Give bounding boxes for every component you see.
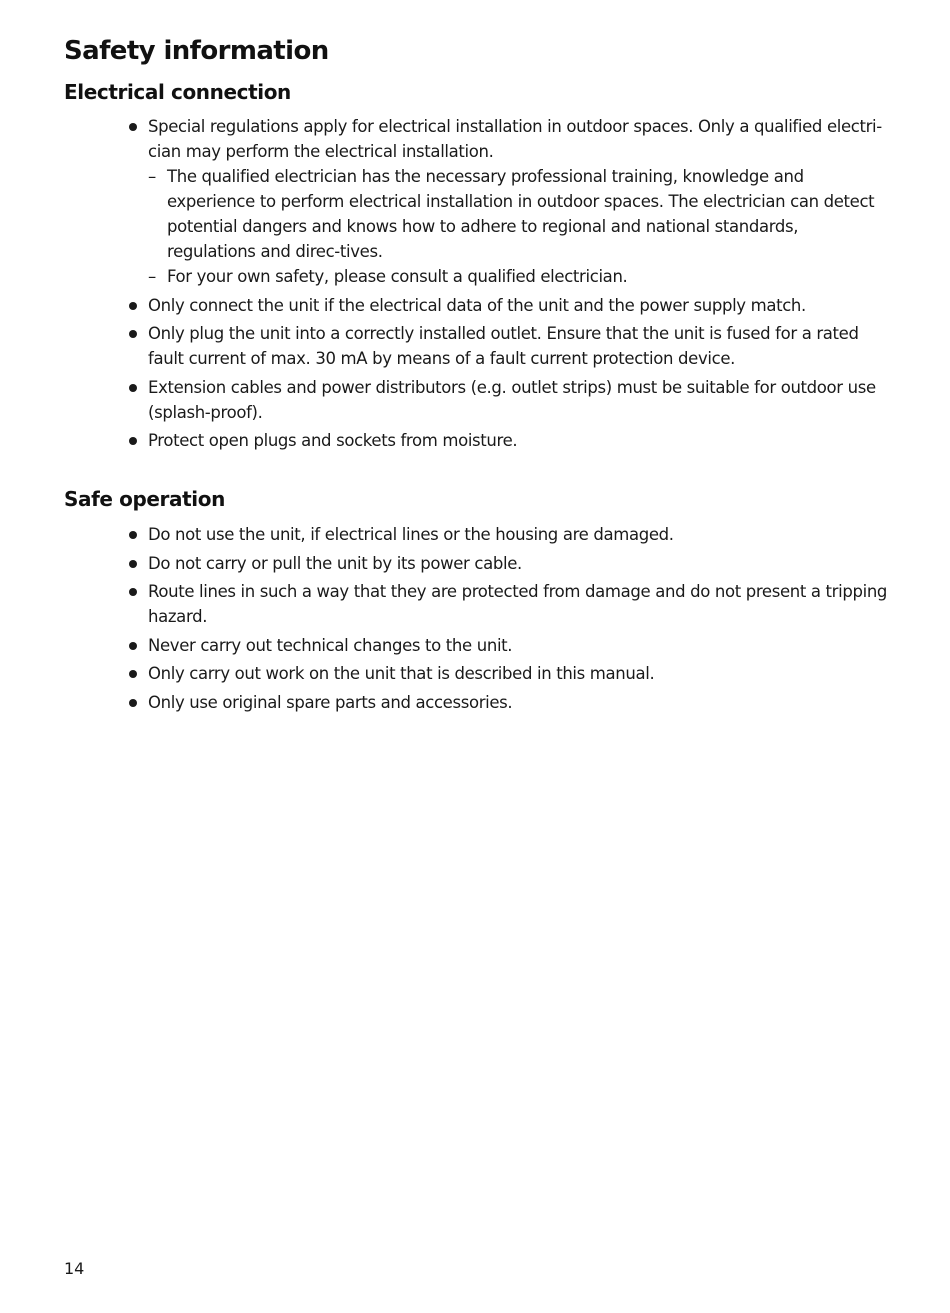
list-item-text: Extension cables and power distributors (e.g. outlet strips) must be suitable for outdoor use (splash-proof).	[148, 377, 876, 422]
bullet-icon	[129, 437, 137, 445]
list-item-text: Do not carry or pull the unit by its power cable.	[148, 553, 522, 573]
list-item-text: Only plug the unit into a correctly installed outlet. Ensure that the unit is fused for a rated fault current of max. 30 mA by means of a fault current protection device.	[148, 324, 859, 368]
list-item-text: Only connect the unit if the electrical data of the unit and the power supply match.	[148, 295, 806, 315]
list-item	[128, 321, 888, 371]
list-item-text: Never carry out technical changes to the unit.	[148, 635, 513, 655]
sub-list-item-text: For your own safety, please consult a qualified electrician.	[167, 267, 628, 286]
list-item-text: Route lines in such a way that they are protected from damage and do not present a tripping hazard.	[148, 582, 888, 626]
bullet-icon	[129, 560, 137, 568]
sub-list-item-text: The qualified electrician has the necessary professional training, knowledge and experience to perform electrical installation in outdoor spaces. The electrician can detect potential dangers and knows how to adhere to regional and national standards, regulations and direc-tives.	[167, 167, 875, 261]
list-item	[128, 633, 888, 658]
dash-icon: –	[148, 167, 156, 186]
list-item	[128, 522, 888, 547]
bullet-icon	[129, 384, 137, 392]
dash-icon: –	[148, 267, 156, 286]
list-item	[128, 579, 888, 629]
bullet-icon	[129, 670, 137, 678]
bullet-icon	[129, 642, 137, 650]
list-item	[128, 114, 888, 289]
list-item	[128, 690, 888, 715]
page-title: Safety information	[64, 36, 329, 66]
section-heading-safe-operation: Safe operation	[64, 487, 225, 511]
list-item	[128, 661, 888, 686]
bullet-icon	[129, 123, 137, 131]
list-item-text: Only carry out work on the unit that is described in this manual.	[148, 664, 655, 683]
list-item-text: Only use original spare parts and accessories.	[148, 692, 513, 712]
sub-list	[148, 164, 888, 289]
list-item-text: Protect open plugs and sockets from moisture.	[148, 431, 518, 450]
list-item	[128, 428, 888, 453]
page-number: 14	[64, 1259, 85, 1278]
list-item-text: Special regulations apply for electrical installation in outdoor spaces. Only a qualified electri-cian may perform the electrical installation.	[148, 117, 882, 161]
bullet-icon	[129, 302, 137, 310]
sub-list-item	[148, 264, 888, 289]
sub-list-item	[148, 164, 888, 264]
list-item	[128, 293, 888, 318]
bullet-icon	[129, 588, 137, 596]
bullet-icon	[129, 330, 137, 338]
section-heading-electrical-connection: Electrical connection	[64, 80, 291, 104]
safe-operation-list	[128, 522, 888, 718]
list-item-text: Do not use the unit, if electrical lines or the housing are damaged.	[148, 525, 674, 544]
bullet-icon	[129, 699, 137, 707]
list-item	[128, 375, 888, 425]
list-item	[128, 551, 888, 576]
bullet-icon	[129, 531, 137, 539]
electrical-connection-list	[128, 114, 888, 457]
